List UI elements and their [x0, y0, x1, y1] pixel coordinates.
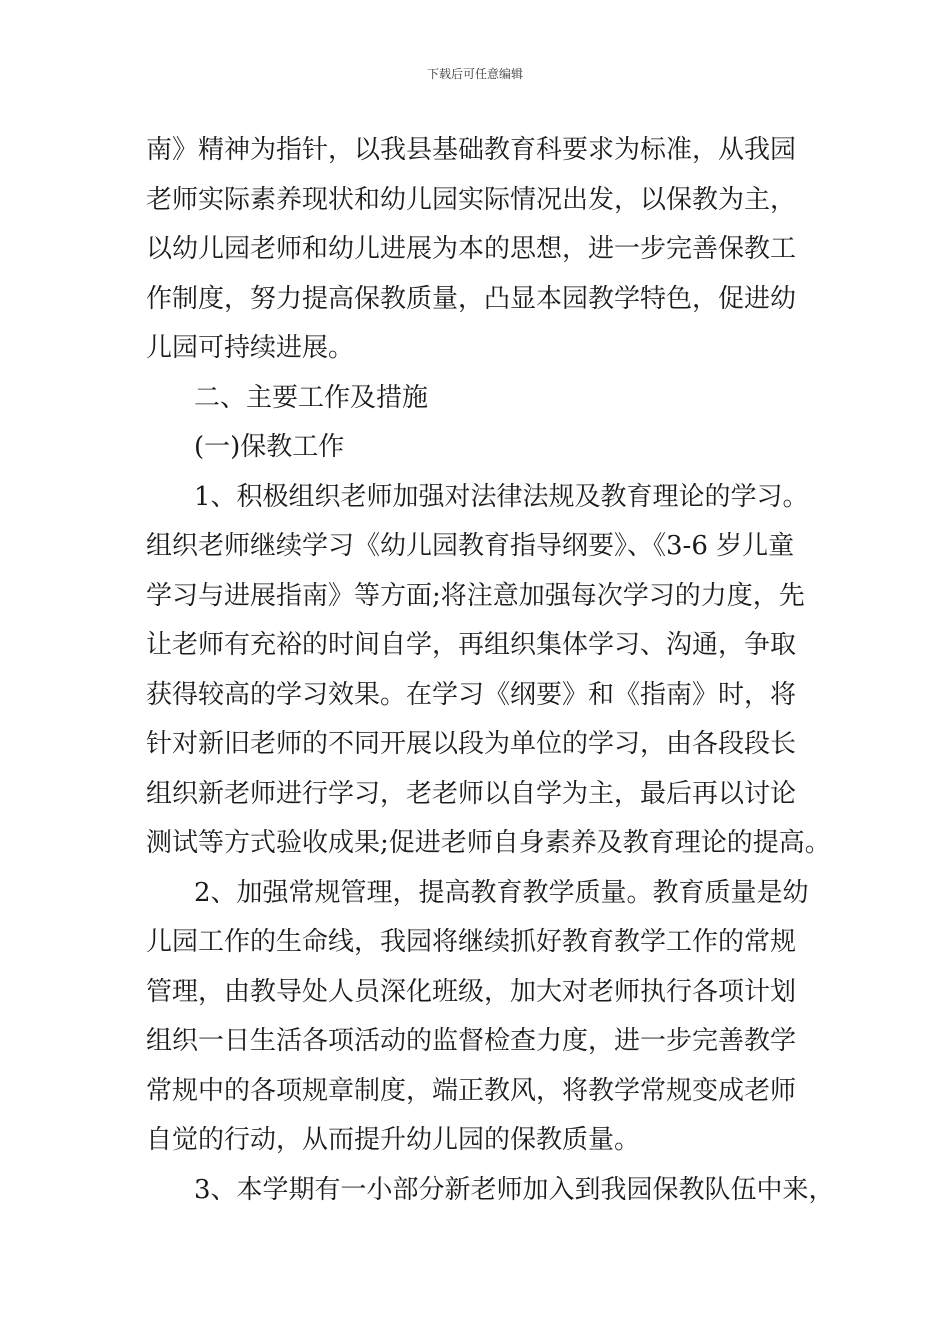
body-line: 获得较高的学习效果。在学习《纲要》和《指南》时，将 — [146, 680, 797, 710]
body-line: 学习与进展指南》等方面;将注意加强每次学习的力度，先 — [146, 581, 805, 611]
body-line: 以幼儿园老师和幼儿进展为本的思想，进一步完善保教工 — [146, 234, 797, 264]
body-line: 管理，由教导处人员深化班级，加大对老师执行各项计划 — [146, 977, 797, 1007]
body-line: 组织老师继续学习《幼儿园教育指导纲要》、《3-6 岁儿童 — [146, 531, 795, 561]
body-line: 3、本学期有一小部分新老师加入到我园保教队伍中来， — [194, 1175, 835, 1205]
body-line: 组织一日生活各项活动的监督检查力度，进一步完善教学 — [146, 1026, 797, 1056]
page-header: 下载后可任意编辑 — [426, 67, 523, 81]
body-line: 常规中的各项规章制度，端正教风，将教学常规变成老师 — [146, 1076, 797, 1106]
body-line: 南》精神为指针，以我县基础教育科要求为标准，从我园 — [146, 135, 797, 165]
subsection-heading: (一)保教工作 — [194, 432, 345, 462]
body-line: 儿园可持续进展。 — [146, 333, 355, 363]
body-line: 老师实际素养现状和幼儿园实际情况出发，以保教为主， — [146, 185, 797, 215]
body-line: 2、加强常规管理，提高教育教学质量。教育质量是幼 — [194, 878, 809, 908]
body-line: 1、积极组织老师加强对法律法规及教育理论的学习。 — [194, 482, 809, 512]
section-heading: 二、主要工作及措施 — [194, 383, 429, 413]
body-line: 作制度，努力提高保教质量，凸显本园教学特色，促进幼 — [146, 284, 797, 314]
body-line: 儿园工作的生命线，我园将继续抓好教育教学工作的常规 — [146, 927, 797, 957]
body-line: 测试等方式验收成果;促进老师自身素养及教育理论的提高。 — [146, 828, 831, 858]
body-line: 组织新老师进行学习，老老师以自学为主，最后再以讨论 — [146, 779, 797, 809]
body-line: 自觉的行动，从而提升幼儿园的保教质量。 — [146, 1125, 641, 1155]
body-line: 让老师有充裕的时间自学，再组织集体学习、沟通，争取 — [146, 630, 797, 660]
body-line: 针对新旧老师的不同开展以段为单位的学习，由各段段长 — [146, 729, 797, 759]
